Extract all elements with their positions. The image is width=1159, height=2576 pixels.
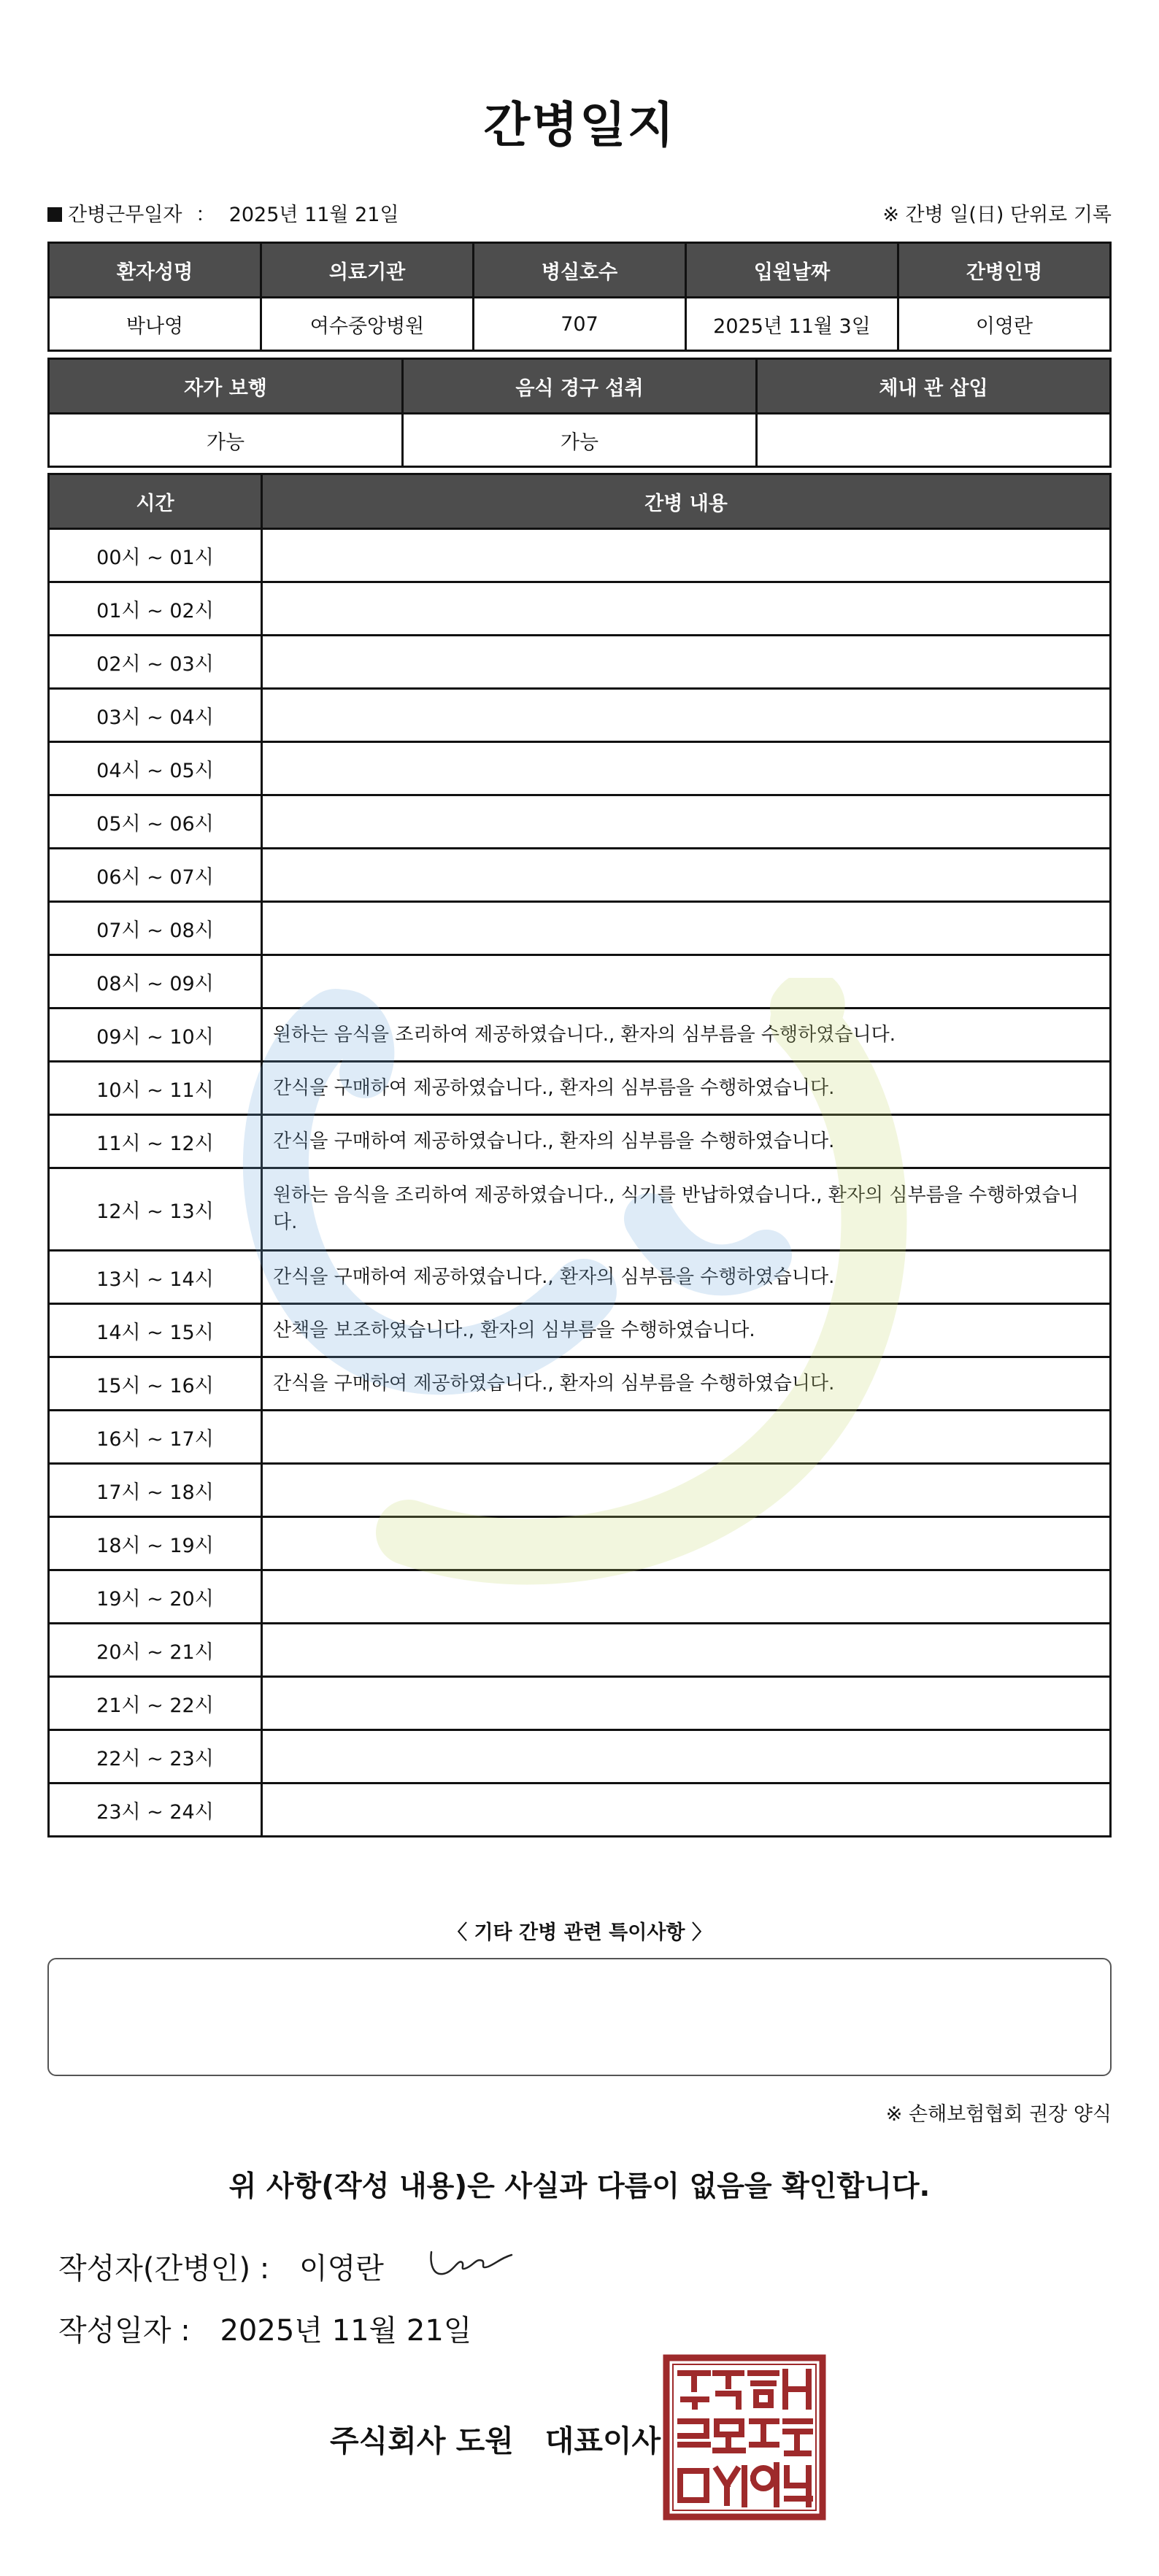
time-slot: 18시 ~ 19시 bbox=[49, 1517, 262, 1570]
page-title: 간병일지 bbox=[483, 97, 676, 153]
time-slot: 22시 ~ 23시 bbox=[49, 1730, 262, 1783]
table-row bbox=[49, 1624, 1111, 1677]
time-slot: 13시 ~ 14시 bbox=[49, 1251, 262, 1304]
work-date-row bbox=[47, 198, 1112, 228]
time-slot: 05시 ~ 06시 bbox=[49, 795, 262, 849]
care-content bbox=[262, 742, 1111, 795]
table-row bbox=[49, 1464, 1111, 1517]
time-slot: 01시 ~ 02시 bbox=[49, 582, 262, 636]
care-content bbox=[262, 955, 1111, 1009]
care-content bbox=[262, 1783, 1111, 1837]
time-slot: 17시 ~ 18시 bbox=[49, 1464, 262, 1517]
care-content bbox=[262, 1677, 1111, 1730]
time-slot: 03시 ~ 04시 bbox=[49, 689, 262, 742]
patient-value-row bbox=[49, 298, 1111, 351]
table-row bbox=[49, 955, 1111, 1009]
self-walking-value: 가능 bbox=[49, 414, 403, 467]
care-content: 원하는 음식을 조리하여 제공하였습니다., 식기를 반납하였습니다., 환자의 심부름을 수행하였습니다. bbox=[262, 1168, 1111, 1251]
table-row bbox=[49, 636, 1111, 689]
status-header-row bbox=[49, 359, 1111, 414]
header-room: 병실호수 bbox=[474, 243, 686, 298]
work-date-separator: ： bbox=[196, 204, 216, 226]
oral-intake-value: 가능 bbox=[403, 414, 757, 467]
care-content bbox=[262, 1411, 1111, 1464]
writer-label: 작성자(간병인) : bbox=[58, 2252, 270, 2286]
header-self-walking: 자가 보행 bbox=[49, 359, 403, 414]
written-date-label: 작성일자 : bbox=[58, 2314, 190, 2348]
time-slot: 23시 ~ 24시 bbox=[49, 1783, 262, 1837]
time-slot: 19시 ~ 20시 bbox=[49, 1570, 262, 1624]
care-content bbox=[262, 902, 1111, 955]
log-header-row bbox=[49, 474, 1111, 529]
table-row bbox=[49, 742, 1111, 795]
work-date-label: 간병근무일자 bbox=[68, 204, 182, 226]
header-admission-date: 입원날짜 bbox=[686, 243, 898, 298]
table-row bbox=[49, 849, 1111, 902]
table-row bbox=[49, 1304, 1111, 1357]
signature-icon bbox=[426, 2243, 520, 2281]
header-time: 시간 bbox=[49, 474, 262, 529]
time-slot: 15시 ~ 16시 bbox=[49, 1357, 262, 1411]
header-care-content: 간병 내용 bbox=[262, 474, 1111, 529]
table-row bbox=[49, 1009, 1111, 1062]
company-seal-icon bbox=[663, 2354, 826, 2521]
time-slot: 11시 ~ 12시 bbox=[49, 1115, 262, 1168]
table-row bbox=[49, 1251, 1111, 1304]
care-content: 간식을 구매하여 제공하였습니다., 환자의 심부름을 수행하였습니다. bbox=[262, 1357, 1111, 1411]
care-content bbox=[262, 1517, 1111, 1570]
care-content bbox=[262, 1464, 1111, 1517]
form-source-note: ※ 손해보험협회 권장 양식 bbox=[885, 2103, 1112, 2126]
notes-title: 〈 기타 간병 관련 특이사항 〉 bbox=[447, 1921, 712, 1944]
table-row bbox=[49, 529, 1111, 582]
status-value-row bbox=[49, 414, 1111, 467]
written-date-row bbox=[58, 2307, 471, 2349]
time-slot: 04시 ~ 05시 bbox=[49, 742, 262, 795]
caregiver-name: 이영란 bbox=[898, 298, 1111, 351]
header-caregiver-name: 간병인명 bbox=[898, 243, 1111, 298]
time-slot: 10시 ~ 11시 bbox=[49, 1062, 262, 1115]
time-slot: 21시 ~ 22시 bbox=[49, 1677, 262, 1730]
header-tube-insertion: 체내 관 삽입 bbox=[757, 359, 1111, 414]
patient-header-row bbox=[49, 243, 1111, 298]
time-slot: 12시 ~ 13시 bbox=[49, 1168, 262, 1251]
table-row bbox=[49, 1411, 1111, 1464]
square-bullet-icon bbox=[47, 207, 62, 222]
work-date-value: 2025년 11월 21일 bbox=[228, 204, 399, 226]
tube-insertion-value bbox=[757, 414, 1111, 467]
hospital: 여수중앙병원 bbox=[261, 298, 474, 351]
table-row bbox=[49, 1730, 1111, 1783]
patient-name: 박나영 bbox=[49, 298, 261, 351]
care-content bbox=[262, 582, 1111, 636]
patient-status-table bbox=[47, 358, 1112, 468]
care-content: 원하는 음식을 조리하여 제공하였습니다., 환자의 심부름을 수행하였습니다. bbox=[262, 1009, 1111, 1062]
record-note: ※ 간병 일(日) 단위로 기록 bbox=[882, 204, 1112, 226]
header-oral-intake: 음식 경구 섭취 bbox=[403, 359, 757, 414]
care-content bbox=[262, 1730, 1111, 1783]
special-notes-box bbox=[47, 1958, 1112, 2076]
table-row bbox=[49, 689, 1111, 742]
time-slot: 14시 ~ 15시 bbox=[49, 1304, 262, 1357]
company-representative: 주식회사 도원 대표이사 bbox=[330, 2423, 661, 2459]
table-row bbox=[49, 1115, 1111, 1168]
time-slot: 20시 ~ 21시 bbox=[49, 1624, 262, 1677]
written-date: 2025년 11월 21일 bbox=[220, 2314, 472, 2348]
admission-date: 2025년 11월 3일 bbox=[686, 298, 898, 351]
header-patient-name: 환자성명 bbox=[49, 243, 261, 298]
care-content bbox=[262, 1624, 1111, 1677]
confirmation-statement: 위 사항(작성 내용)은 사실과 다름이 없음을 확인합니다. bbox=[228, 2170, 931, 2203]
patient-info-table bbox=[47, 242, 1112, 352]
header-hospital: 의료기관 bbox=[261, 243, 474, 298]
care-content bbox=[262, 689, 1111, 742]
care-content bbox=[262, 849, 1111, 902]
time-slot: 09시 ~ 10시 bbox=[49, 1009, 262, 1062]
time-slot: 06시 ~ 07시 bbox=[49, 849, 262, 902]
table-row bbox=[49, 902, 1111, 955]
room-number: 707 bbox=[474, 298, 686, 351]
table-row bbox=[49, 1783, 1111, 1837]
table-row bbox=[49, 1168, 1111, 1251]
table-row bbox=[49, 1570, 1111, 1624]
table-row bbox=[49, 795, 1111, 849]
time-slot: 02시 ~ 03시 bbox=[49, 636, 262, 689]
care-content bbox=[262, 529, 1111, 582]
table-row bbox=[49, 1357, 1111, 1411]
care-content: 간식을 구매하여 제공하였습니다., 환자의 심부름을 수행하였습니다. bbox=[262, 1115, 1111, 1168]
table-row bbox=[49, 1062, 1111, 1115]
table-row bbox=[49, 1677, 1111, 1730]
time-slot: 16시 ~ 17시 bbox=[49, 1411, 262, 1464]
table-row bbox=[49, 1517, 1111, 1570]
work-date bbox=[47, 198, 399, 227]
care-content bbox=[262, 1570, 1111, 1624]
writer-name: 이영란 bbox=[299, 2252, 384, 2286]
care-content: 간식을 구매하여 제공하였습니다., 환자의 심부름을 수행하였습니다. bbox=[262, 1062, 1111, 1115]
care-content bbox=[262, 795, 1111, 849]
time-slot: 07시 ~ 08시 bbox=[49, 902, 262, 955]
care-content: 산책을 보조하였습니다., 환자의 심부름을 수행하였습니다. bbox=[262, 1304, 1111, 1357]
table-row bbox=[49, 582, 1111, 636]
care-content bbox=[262, 636, 1111, 689]
time-slot: 08시 ~ 09시 bbox=[49, 955, 262, 1009]
care-content: 간식을 구매하여 제공하였습니다., 환자의 심부름을 수행하였습니다. bbox=[262, 1251, 1111, 1304]
writer-row bbox=[58, 2245, 384, 2287]
care-log-table bbox=[47, 473, 1112, 1837]
time-slot: 00시 ~ 01시 bbox=[49, 529, 262, 582]
